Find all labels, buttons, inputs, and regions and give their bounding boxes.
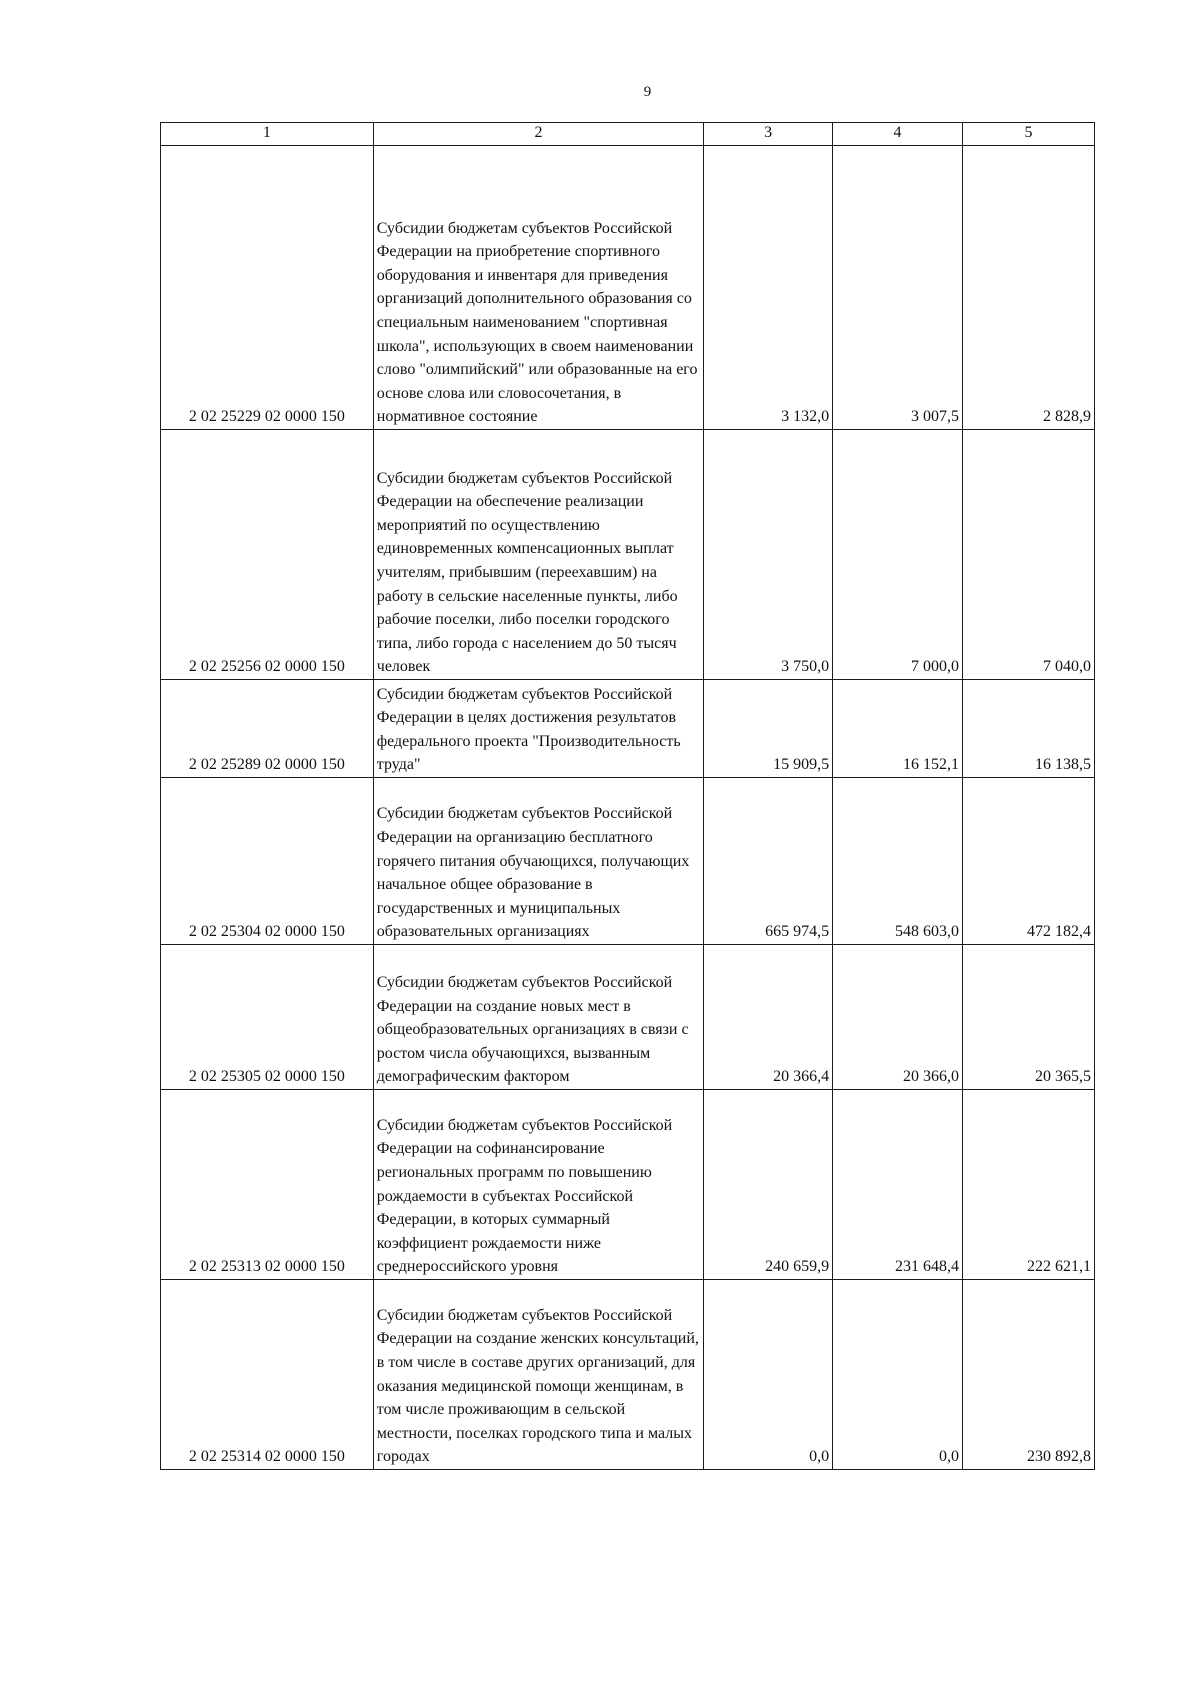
row-code: 2 02 25304 02 0000 150 — [161, 778, 374, 945]
row-description: Субсидии бюджетам субъектов Российской Федерации на приобретение спортивного оборудования и инвентаря для приведения организаций дополнительного образования со специальным наименованием "спортивная школа", использующих в своем наименовании слово "олимпийский" или образованные на его основе слова или словосочетания, в нормативное состояние — [373, 146, 703, 430]
row-value-col5: 230 892,8 — [963, 1280, 1095, 1470]
table-header-row — [161, 123, 1095, 146]
row-value-col4: 20 366,0 — [833, 945, 963, 1090]
column-header-1: 1 — [161, 123, 374, 146]
column-header-4: 4 — [833, 123, 963, 146]
column-header-3: 3 — [704, 123, 833, 146]
row-value-col3: 3 132,0 — [704, 146, 833, 430]
row-code: 2 02 25256 02 0000 150 — [161, 430, 374, 680]
row-value-col5: 20 365,5 — [963, 945, 1095, 1090]
row-value-col4: 548 603,0 — [833, 778, 963, 945]
row-value-col5: 222 621,1 — [963, 1090, 1095, 1280]
table-row — [161, 680, 1095, 778]
row-description: Субсидии бюджетам субъектов Российской Федерации на обеспечение реализации мероприятий по осуществлению единовременных компенсационных выплат учителям, прибывшим (переехавшим) на работу в сельские населенные пункты, либо рабочие поселки, либо поселки городского типа, либо города с населением до 50 тысяч человек — [373, 430, 703, 680]
row-value-col4: 7 000,0 — [833, 430, 963, 680]
row-description: Субсидии бюджетам субъектов Российской Федерации на создание новых мест в общеобразовательных организациях в связи с ростом числа обучающихся, вызванным демографическим фактором — [373, 945, 703, 1090]
row-value-col4: 3 007,5 — [833, 146, 963, 430]
row-value-col3: 665 974,5 — [704, 778, 833, 945]
row-description: Субсидии бюджетам субъектов Российской Федерации на софинансирование региональных программ по повышению рождаемости в субъектах Российской Федерации, в которых суммарный коэффициент рождаемости ниже среднероссийского уровня — [373, 1090, 703, 1280]
table-row — [161, 1280, 1095, 1470]
row-value-col4: 231 648,4 — [833, 1090, 963, 1280]
column-header-5: 5 — [963, 123, 1095, 146]
row-value-col3: 15 909,5 — [704, 680, 833, 778]
row-value-col3: 0,0 — [704, 1280, 833, 1470]
row-code: 2 02 25229 02 0000 150 — [161, 146, 374, 430]
row-value-col5: 7 040,0 — [963, 430, 1095, 680]
table-row — [161, 778, 1095, 945]
row-value-col5: 472 182,4 — [963, 778, 1095, 945]
budget-table — [160, 122, 1095, 1470]
table-row — [161, 1090, 1095, 1280]
row-description: Субсидии бюджетам субъектов Российской Федерации на организацию бесплатного горячего питания обучающихся, получающих начальное общее образование в государственных и муниципальных образовательных организациях — [373, 778, 703, 945]
row-code: 2 02 25314 02 0000 150 — [161, 1280, 374, 1470]
row-value-col5: 16 138,5 — [963, 680, 1095, 778]
row-value-col4: 16 152,1 — [833, 680, 963, 778]
row-value-col3: 3 750,0 — [704, 430, 833, 680]
row-value-col3: 20 366,4 — [704, 945, 833, 1090]
row-description: Субсидии бюджетам субъектов Российской Федерации на создание женских консультаций, в том числе в составе других организаций, для оказания медицинской помощи женщинам, в том числе проживающим в сельской местности, поселках городского типа и малых городах — [373, 1280, 703, 1470]
page-number: 9 — [643, 84, 652, 100]
row-description: Субсидии бюджетам субъектов Российской Федерации в целях достижения результатов федерального проекта "Производительность труда" — [373, 680, 703, 778]
row-value-col4: 0,0 — [833, 1280, 963, 1470]
row-value-col3: 240 659,9 — [704, 1090, 833, 1280]
table-row — [161, 945, 1095, 1090]
table-row — [161, 146, 1095, 430]
row-code: 2 02 25289 02 0000 150 — [161, 680, 374, 778]
column-header-2: 2 — [373, 123, 703, 146]
table-row — [161, 430, 1095, 680]
row-code: 2 02 25313 02 0000 150 — [161, 1090, 374, 1280]
row-value-col5: 2 828,9 — [963, 146, 1095, 430]
row-code: 2 02 25305 02 0000 150 — [161, 945, 374, 1090]
